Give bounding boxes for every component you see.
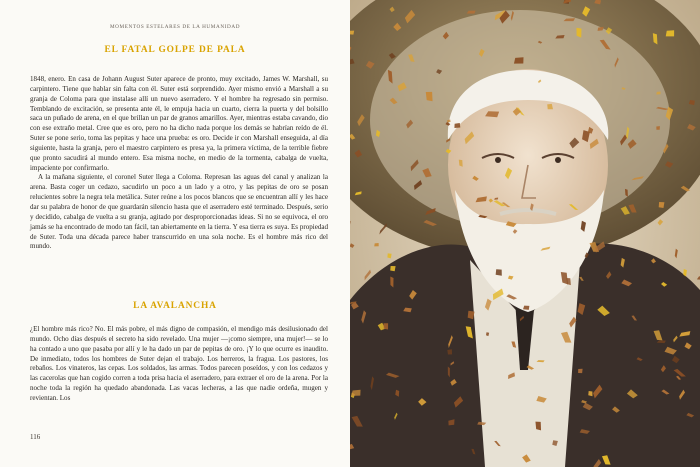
section-title-fatal-golpe: EL FATAL GOLPE DE PALA (104, 45, 246, 55)
section-title-avalancha: LA AVALANCHA (133, 301, 217, 311)
page-number: 116 (30, 433, 41, 441)
right-pupil (555, 157, 561, 163)
paragraph: ¿El hombre más rico? No. El más pobre, el más digno de compasión, el mendigo más desilusionado del mundo. Ocho días después el secreto ha sido revelado. Una mujer —¡como siempre, una mujer!— se lo ha contado a uno que pasaba por allí y le ha dado un par de pepitas de oro. ¡Y lo que ocurre es inaudito. De inmediato, todos los hombres de Suter dejan el trabajo. Los herreros, la fragua. Los pastores, los rebaños. Los vinateros, las cepas. Los soldados, las armas. Todos parecen poseídos, y con los cedazos y las cacerolas que han cogido corren a toda prisa hacia el aserradero, para extraer el oro de la arena. Por la noche toda la región ha quedado abandonada. Las vacas lecheras, a las que nadie ordeña, mugen y revientan. Los (30, 325, 328, 402)
portrait-illustration (350, 0, 700, 467)
paragraph: 1848, enero. En casa de Johann August Suter aparece de pronto, muy excitado, James W. Marshall, su carpintero. Tiene que hablar sin falta con él. Suter está sorprendido. Ayer mismo envió a Marshall a su granja de Coloma para que instalase allí un nuevo aserradero. Y el hombre ha regresado sin permiso. Temblando de excitación, se presenta ante él, le empuja hacia un cuarto, cierra la puerta y del bolsillo saca un puñado de arena, en el que brillan un par de granos amarillos. Ayer, mientras estaba cavando, dio con ese extraño metal. Cree que es oro, pero no ha dicho nada porque los demás se habrían reído de él. Suter se pone serio, toma las pepitas y hace una prueba: es oro. Decide ir con Marshall enseguida, al día siguiente, hasta la granja, pero el maestro carpintero es presa ya, la primera víctima, de la terrible fiebre que pronto sacudirá al mundo entero. Esa misma noche, en medio de la tormenta, cabalga de vuelta, impaciente por confirmarlo. (30, 75, 328, 172)
right-page (350, 0, 700, 467)
running-head: MOMENTOS ESTELARES DE LA HUMANIDAD (109, 24, 241, 30)
section1-body (30, 75, 328, 252)
left-pupil (495, 157, 501, 163)
paragraph: A la mañana siguiente, el coronel Suter llega a Coloma. Represan las aguas del canal y analizan la arena. Basta coger un cedazo, sacudirlo un poco a un lado y a otro, y las pepitas de oro se posan relucientes sobre la negra tela metálica. Suter reúne a los pocos blancos que se encuentran allí y les hace dar su palabra de honor de que guardarán silencio hasta que el aserradero esté terminado. Después, serio y decidido, cabalga de vuelta a su granja, agitado por desproporcionadas ideas. Si no se equivoca, el oro jamás se ha encontrado de modo tan fácil, tan abiertamente en la tierra. Y esa tierra es suya. Es propiedad de Suter. Toda una década parece haber transcurrido en una sola noche. Es el hombre más rico del mundo. (30, 173, 328, 251)
section2-body (30, 325, 328, 404)
